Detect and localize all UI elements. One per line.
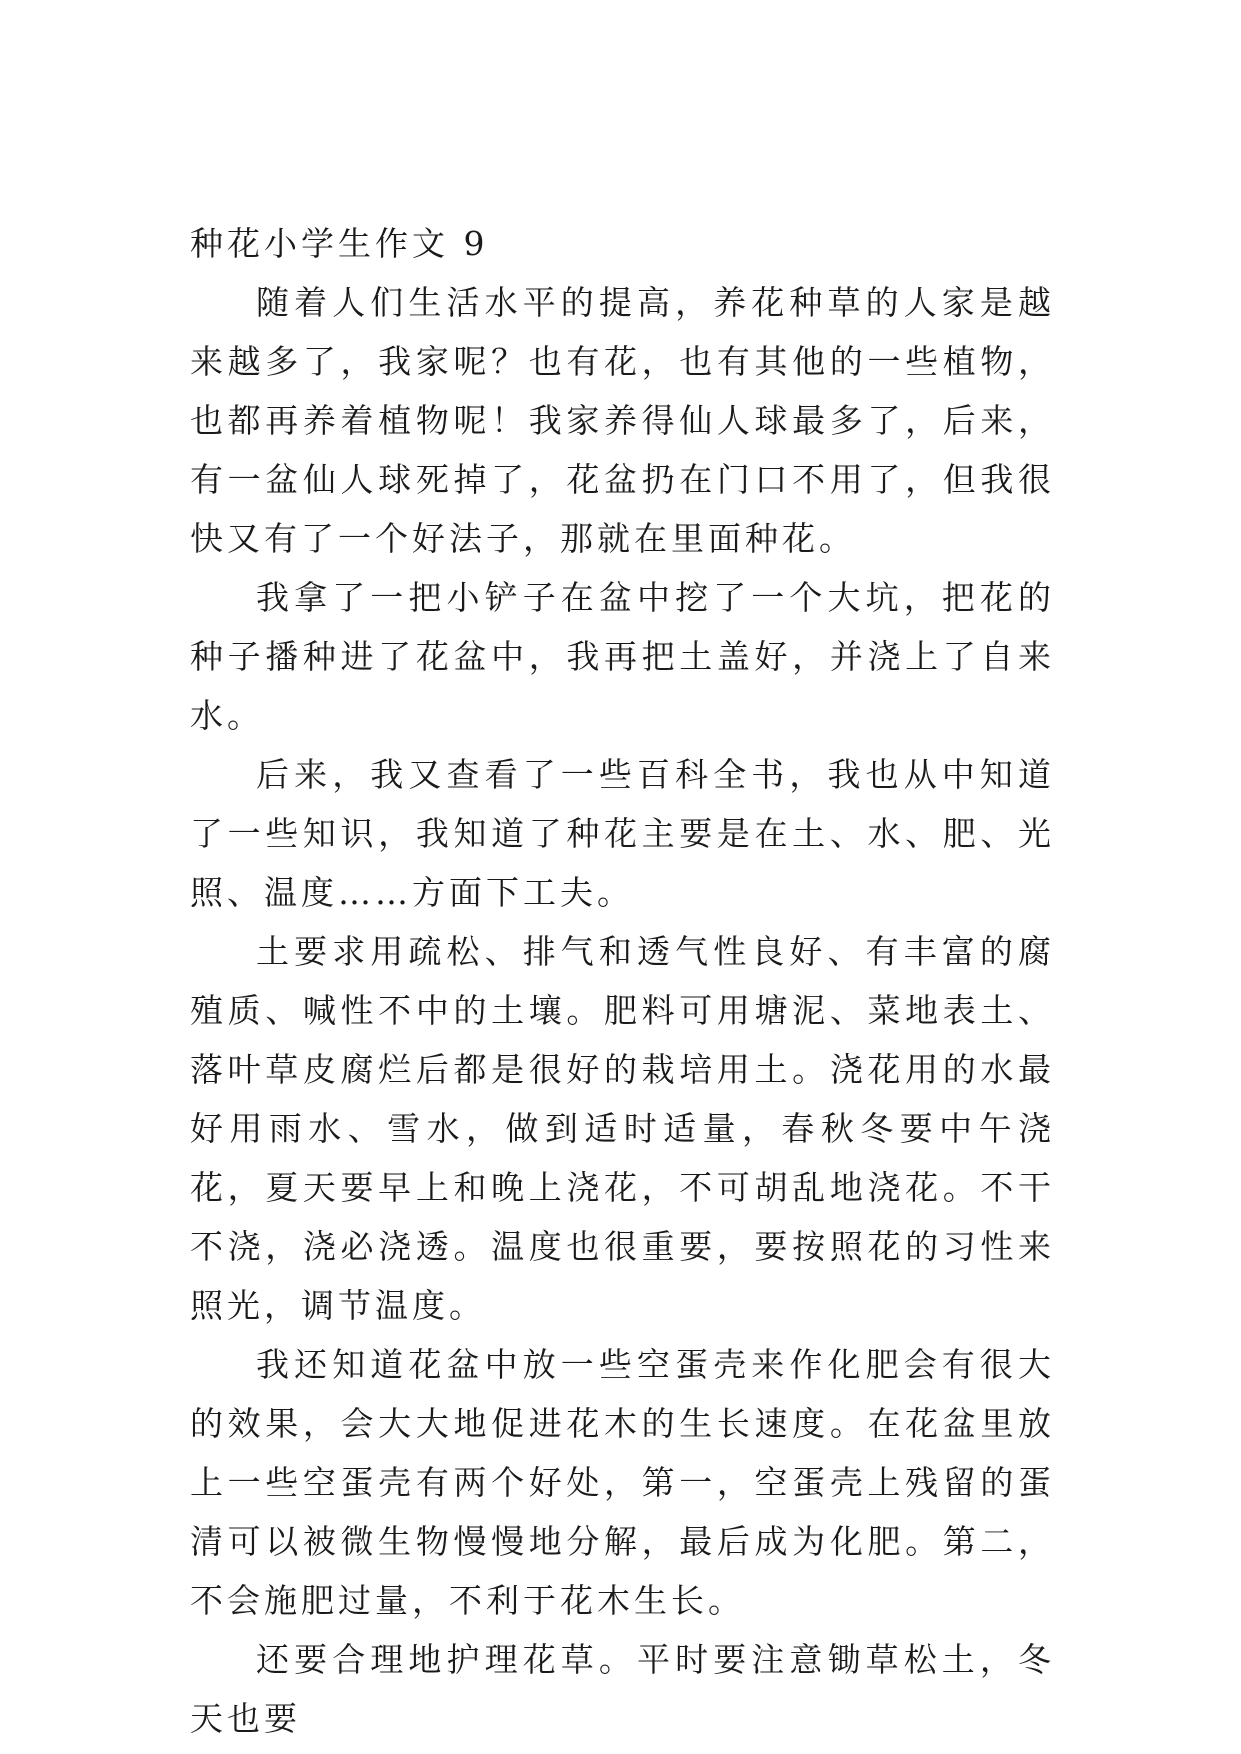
paragraph: 随着人们生活水平的提高，养花种草的人家是越来越多了，我家呢？也有花，也有其他的一些植物，也都再养着植物呢！我家养得仙人球最多了，后来，有一盆仙人球死掉了，花盆扔在门口不用了，但我很快又有了一个好法子，那就在里面种花。 xyxy=(190,283,1055,558)
paragraph: 土要求用疏松、排气和透气性良好、有丰富的腐殖质、喊性不中的土壤。肥料可用塘泥、菜地表土、落叶草皮腐烂后都是很好的栽培用土。浇花用的水最好用雨水、雪水，做到适时适量，春秋冬要中午浇花，夏天要早上和晚上浇花，不可胡乱地浇花。不干不浇，浇必浇透。温度也很重要，要按照花的习性来照光，调节温度。 xyxy=(190,932,1055,1325)
paragraph: 我拿了一把小铲子在盆中挖了一个大坑，把花的 种子播种进了花盆中，我再把土盖好，并浇上了自来水。 xyxy=(190,578,1055,735)
paragraph: 后来，我又查看了一些百科全书，我也从中知道了一些知识，我知道了种花主要是在土、水、肥、光照、温度……方面下工夫。 xyxy=(190,755,1055,912)
paragraph: 还要合理地护理花草。平时要注意锄草松土，冬天也要 xyxy=(190,1640,1055,1738)
paragraph: 我还知道花盆中放一些空蛋壳来作化肥会有很大的效果，会大大地促进花木的生长速度。在花盆里放上一些空蛋壳有两个好处，第一，空蛋壳上残留的蛋清可以被微生物慢慢地分解，最后成为化肥。第二，不会施肥过量，不利于花木生长。 xyxy=(190,1345,1055,1620)
document-body xyxy=(190,214,1055,1748)
document-title: 种花小学生作文 9 xyxy=(190,224,489,263)
